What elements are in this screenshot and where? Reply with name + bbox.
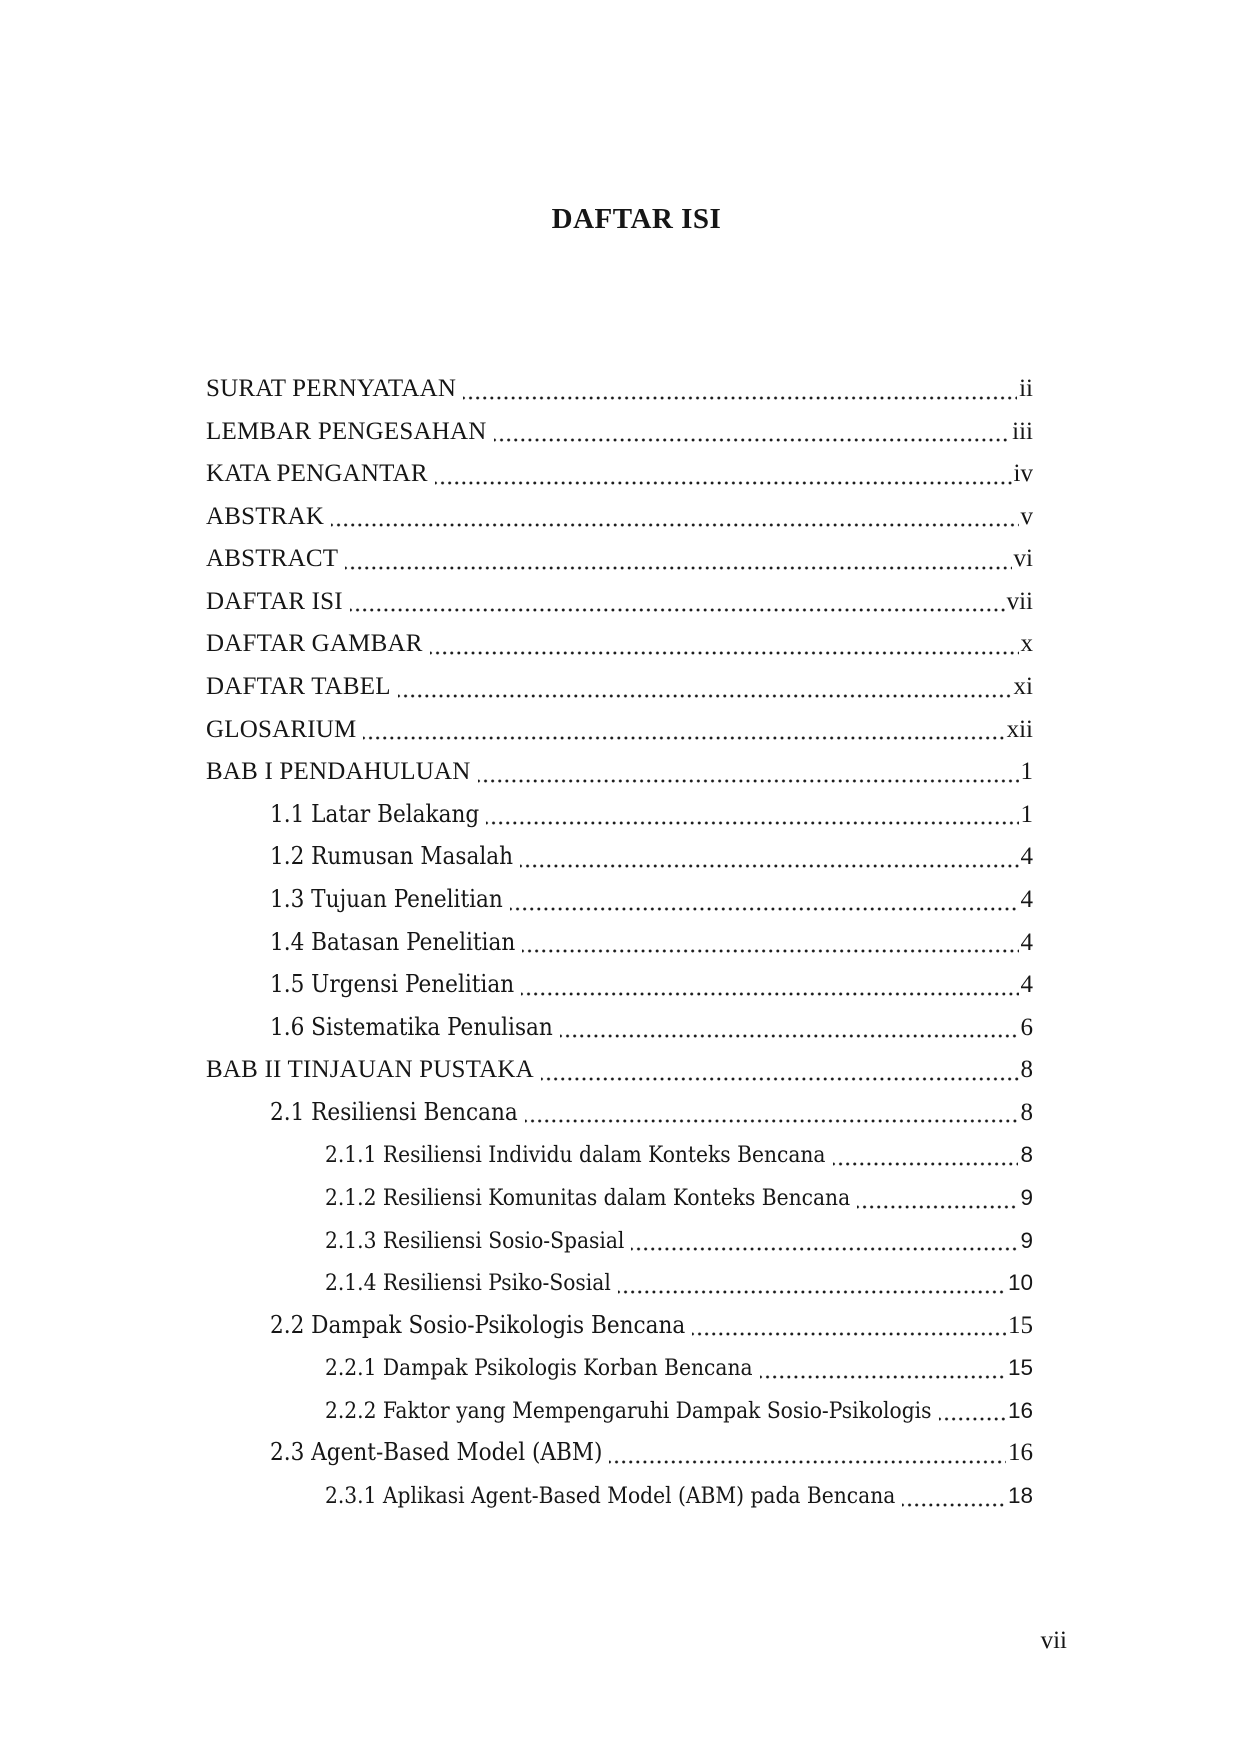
- toc-entry[interactable]: [206, 968, 1033, 1011]
- toc-entry-label: BAB II TINJAUAN PUSTAKA: [206, 1056, 534, 1084]
- toc-entry-label: 2.2.1 Dampak Psikologis Korban Bencana: [325, 1355, 753, 1382]
- toc-list: [206, 372, 1033, 1522]
- toc-entry-page: 4: [1020, 885, 1033, 913]
- toc-entry[interactable]: [206, 1053, 1033, 1096]
- toc-entry-label: DAFTAR GAMBAR: [206, 630, 423, 658]
- dot-leader: [857, 1181, 1018, 1224]
- toc-entry[interactable]: [206, 1394, 1033, 1437]
- toc-entry-page: 15: [1007, 1355, 1033, 1381]
- dot-leader: [520, 840, 1018, 883]
- toc-entry[interactable]: [206, 372, 1033, 415]
- toc-entry-page: 10: [1007, 1270, 1033, 1296]
- toc-entry[interactable]: [206, 798, 1033, 841]
- dot-leader: [618, 1266, 1006, 1309]
- toc-entry[interactable]: [206, 585, 1033, 628]
- toc-entry[interactable]: [206, 627, 1033, 670]
- toc-entry[interactable]: [206, 1266, 1033, 1309]
- toc-entry[interactable]: [206, 1436, 1033, 1479]
- toc-entry-label: 2.3.1 Aplikasi Agent-Based Model (ABM) pada Bencana: [325, 1483, 896, 1510]
- dot-leader: [345, 542, 1011, 585]
- toc-entry-label: SURAT PERNYATAAN: [206, 375, 457, 402]
- dot-leader: [363, 713, 1004, 756]
- toc-entry-label: DAFTAR TABEL: [206, 673, 391, 701]
- dot-leader: [435, 457, 1012, 500]
- toc-entry-page: 4: [1020, 971, 1033, 999]
- dot-leader: [692, 1309, 1006, 1352]
- toc-entry-page: iv: [1013, 460, 1033, 488]
- toc-entry-label: LEMBAR PENGESAHAN: [206, 417, 487, 445]
- toc-entry-label: DAFTAR ISI: [206, 587, 343, 615]
- toc-entry-label: 1.2 Rumusan Masalah: [270, 842, 514, 871]
- toc-entry-label: 1.6 Sistematika Penulisan: [270, 1012, 553, 1041]
- toc-entry-page: 8: [1020, 1142, 1033, 1168]
- dot-leader: [833, 1138, 1019, 1181]
- dot-leader: [609, 1436, 1006, 1479]
- toc-entry-label: KATA PENGANTAR: [206, 460, 428, 488]
- toc-entry[interactable]: [206, 670, 1033, 713]
- toc-entry-label: 1.3 Tujuan Penelitian: [270, 884, 503, 913]
- dot-leader: [486, 798, 1018, 841]
- dot-leader: [463, 372, 1017, 415]
- toc-entry-label: 2.3 Agent-Based Model (ABM): [270, 1438, 603, 1467]
- toc-entry-label: BAB I PENDAHULUAN: [206, 758, 471, 786]
- page-title: DAFTAR ISI: [551, 203, 722, 235]
- toc-entry-page: v: [1020, 502, 1033, 530]
- toc-entry-page: 8: [1020, 1098, 1033, 1126]
- toc-entry-page: vii: [1006, 587, 1033, 615]
- footer-page-number: vii: [1040, 1627, 1067, 1654]
- dot-leader: [430, 627, 1019, 670]
- toc-entry-label: 2.1.3 Resiliensi Sosio-Spasial: [325, 1227, 625, 1254]
- toc-entry-page: 1: [1020, 800, 1033, 828]
- toc-entry-label: 2.1 Resiliensi Bencana: [270, 1097, 518, 1126]
- toc-entry-page: 16: [1008, 1439, 1033, 1467]
- toc-entry[interactable]: [206, 1479, 1033, 1522]
- toc-entry-label: GLOSARIUM: [206, 715, 357, 743]
- toc-entry-label: 2.1.2 Resiliensi Komunitas dalam Konteks Bencana: [325, 1184, 851, 1211]
- toc-entry-page: vi: [1013, 545, 1033, 573]
- toc-entry-page: xii: [1006, 715, 1033, 743]
- toc-entry-page: 18: [1007, 1483, 1033, 1509]
- dot-leader: [760, 1351, 1006, 1394]
- toc-entry-page: 4: [1020, 843, 1033, 871]
- toc-entry[interactable]: [206, 542, 1033, 585]
- toc-entry-page: 8: [1020, 1056, 1033, 1084]
- dot-leader: [478, 755, 1019, 798]
- toc-entry[interactable]: [206, 457, 1033, 500]
- toc-entry-label: 2.2.2 Faktor yang Mempengaruhi Dampak Sosio-Psikologis: [325, 1397, 932, 1424]
- toc-entry-label: 2.1.1 Resiliensi Individu dalam Konteks Bencana: [325, 1142, 826, 1169]
- toc-entry[interactable]: [206, 926, 1033, 969]
- toc-entry-page: 9: [1020, 1184, 1033, 1210]
- toc-entry-label: ABSTRACT: [206, 545, 339, 573]
- toc-entry-page: iii: [1012, 417, 1033, 445]
- toc-entry[interactable]: [206, 1138, 1033, 1181]
- dot-leader: [560, 1011, 1019, 1054]
- dot-leader: [331, 500, 1018, 543]
- toc-entry[interactable]: [206, 713, 1033, 756]
- toc-entry[interactable]: [206, 883, 1033, 926]
- dot-leader: [541, 1053, 1019, 1096]
- toc-entry[interactable]: [206, 1011, 1033, 1054]
- toc-entry[interactable]: [206, 1309, 1033, 1352]
- dot-leader: [525, 1096, 1019, 1139]
- toc-entry-page: 9: [1020, 1227, 1033, 1253]
- toc-entry[interactable]: [206, 415, 1033, 458]
- dot-leader: [398, 670, 1012, 713]
- dot-leader: [494, 415, 1011, 458]
- toc-entry[interactable]: [206, 1096, 1033, 1139]
- toc-entry-page: x: [1020, 630, 1033, 658]
- toc-entry[interactable]: [206, 500, 1033, 543]
- toc-entry-page: ii: [1019, 375, 1033, 402]
- toc-entry-page: 15: [1008, 1311, 1033, 1339]
- toc-entry-label: 2.2 Dampak Sosio-Psikologis Bencana: [270, 1310, 686, 1339]
- toc-entry-page: 6: [1020, 1013, 1033, 1041]
- dot-leader: [350, 585, 1005, 628]
- toc-entry-label: 1.5 Urgensi Penelitian: [270, 970, 515, 999]
- toc-entry[interactable]: [206, 1181, 1033, 1224]
- dot-leader: [902, 1479, 1006, 1522]
- toc-entry[interactable]: [206, 1351, 1033, 1394]
- toc-entry-page: xi: [1013, 673, 1033, 701]
- toc-entry-page: 16: [1007, 1397, 1033, 1423]
- toc-entry-label: 2.1.4 Resiliensi Psiko-Sosial: [325, 1270, 611, 1297]
- dot-leader: [522, 926, 1018, 969]
- toc-entry[interactable]: [206, 840, 1033, 883]
- toc-entry-label: 1.4 Batasan Penelitian: [270, 927, 516, 956]
- dot-leader: [631, 1224, 1018, 1267]
- toc-entry-label: ABSTRAK: [206, 502, 325, 530]
- toc-entry[interactable]: [206, 755, 1033, 798]
- dot-leader: [510, 883, 1019, 926]
- toc-entry-page: 4: [1020, 928, 1033, 956]
- dot-leader: [939, 1394, 1006, 1437]
- toc-entry-label: 1.1 Latar Belakang: [270, 799, 480, 828]
- dot-leader: [521, 968, 1018, 1011]
- toc-entry[interactable]: [206, 1224, 1033, 1267]
- toc-entry-page: 1: [1020, 758, 1033, 786]
